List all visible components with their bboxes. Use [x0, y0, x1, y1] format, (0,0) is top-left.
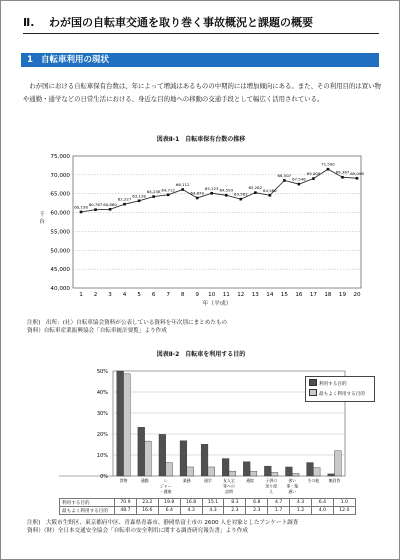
figure2-note-1: 注釈) 大阪市生野区、東京都府中区、青森県青森市、静岡県富士市の 2600 人を対象としたアンケート調査 [27, 520, 299, 526]
data-point [312, 177, 315, 180]
x-tick-label: 買物 [119, 478, 128, 483]
table-cell: 48.7 [115, 507, 137, 515]
legend-label-1: 利用する目的 [319, 382, 347, 387]
y-tick-label: 0% [100, 474, 108, 480]
data-point [167, 194, 170, 197]
subsection-number: 1 [27, 55, 33, 65]
x-tick-label: 無回答 [328, 478, 341, 483]
x-tick-label: 等への [223, 483, 235, 489]
legend-swatch-2 [309, 389, 317, 396]
data-label: 68,507 [277, 172, 292, 178]
table-cell: 2.3 [224, 507, 246, 515]
bar [145, 441, 152, 476]
subsection-title: 自転車利用の現状 [41, 55, 110, 65]
table-cell: 8.3 [224, 499, 246, 507]
y-tick-label: 50% [96, 369, 108, 375]
data-label: 66,112 [175, 182, 190, 188]
table-cell: 1.7 [268, 507, 290, 515]
x-tick-label: 訪問 [225, 489, 233, 494]
x-tick-label: その他 [307, 478, 320, 483]
legend-label-2: 最もよく利用する目的 [319, 392, 365, 397]
section-title: わが国の自転車交通を取り巻く事故概況と課題の概要 [49, 16, 313, 29]
table-cell: 16.8 [180, 499, 202, 507]
y-tick-label: 40% [96, 390, 108, 396]
x-tick-label: 12 [237, 292, 245, 298]
table-cell: 15.1 [202, 499, 224, 507]
table-cell: 4.3 [202, 507, 224, 515]
figure1-note-2: 資料）自転車産業振興協会「自転車統計要覧」より作成 [27, 328, 167, 334]
data-point [138, 199, 141, 202]
table-cell: 1.0 [333, 499, 355, 507]
bar [166, 463, 173, 476]
x-tick-label: ・健康 [159, 489, 172, 494]
x-tick-label: ジャー [159, 483, 172, 489]
data-point [327, 168, 330, 171]
data-label: 60,158 [74, 204, 88, 210]
figure1-note-1: 注釈) 出所：(社）自転車協会資料が公表している資料を年次別にまとめたもの [27, 320, 228, 326]
x-tick-label: 事・塾 [286, 483, 299, 489]
bar [243, 462, 250, 476]
data-label: 71,500 [321, 161, 335, 167]
x-tick-label: 16 [295, 292, 303, 298]
data-label: 60,860 [103, 201, 117, 207]
figure2-title: 図表Ⅱ-2 自転車を利用する目的 [156, 351, 246, 358]
data-label: 64,593 [219, 187, 234, 193]
y-tick-label: 60,000 [50, 210, 70, 217]
y-tick-label: 40,000 [50, 286, 70, 292]
data-label: 69,009 [306, 171, 321, 177]
data-point [94, 208, 97, 211]
bar [208, 467, 215, 476]
table-cell: 6.4 [312, 499, 334, 507]
data-point [254, 191, 257, 194]
bar [286, 467, 293, 476]
bar [222, 459, 229, 476]
table-row [60, 507, 356, 515]
bar [334, 451, 341, 476]
x-tick-label: 7 [166, 292, 170, 298]
x-tick-label: 通勤 [140, 478, 149, 483]
bar [264, 466, 271, 476]
data-point [341, 176, 344, 179]
table-cell: 4.3 [290, 499, 312, 507]
body-text [23, 80, 381, 106]
data-point [123, 203, 126, 206]
x-tick-label: 習い [288, 478, 297, 483]
table-row [60, 499, 356, 507]
x-tick-label: 通学 [204, 478, 212, 483]
x-tick-label: 4 [122, 292, 127, 298]
y-tick-label: 55,000 [50, 229, 70, 236]
x-tick-label: 13 [251, 292, 259, 298]
figure1-title: 図表Ⅱ-1 自転車保有台数の推移 [156, 136, 246, 143]
y-tick-label: 20% [96, 432, 108, 438]
data-label: 62,227 [117, 196, 132, 202]
data-label: 60,767 [88, 202, 103, 208]
bar [292, 473, 299, 476]
table-row-label: 利用する目的 [60, 499, 115, 507]
data-point [283, 179, 286, 182]
x-tick-label: 15 [280, 292, 288, 298]
bar [328, 474, 335, 476]
x-tick-label: 14 [266, 292, 274, 298]
legend-item-1 [309, 379, 371, 389]
y-tick-label: 30% [96, 411, 108, 417]
data-label: 64,580 [263, 187, 277, 193]
table-cell: 19.8 [158, 499, 180, 507]
x-tick-label: 9 [195, 292, 199, 298]
x-axis-title: 年（平成） [202, 301, 232, 307]
data-point [269, 194, 272, 197]
bar [124, 374, 131, 476]
bar [138, 427, 145, 476]
line-chart [1, 143, 400, 323]
data-point [239, 198, 242, 201]
bar [271, 472, 278, 476]
bar [307, 463, 314, 476]
x-tick-label: 8 [180, 292, 185, 298]
x-tick-label: 通院 [246, 478, 254, 483]
x-tick-label: 友人宅 [223, 478, 235, 483]
x-tick-label: 送り迎 [265, 483, 278, 489]
data-label: 69,098 [350, 170, 364, 176]
bar [250, 471, 257, 476]
data-label: 64,238 [146, 189, 161, 195]
y-tick-label: 10% [96, 453, 108, 459]
table-cell: 4.0 [312, 507, 334, 515]
x-tick-label: 10 [208, 292, 216, 298]
x-tick-label: 5 [137, 292, 141, 298]
figure1-notes [27, 319, 227, 335]
x-tick-label: 6 [151, 292, 156, 298]
data-table [59, 498, 356, 515]
body-paragraph: わが国における自転車保有台数は、年によって増減はあるものの中期的には増加傾向にある。また、その利用目的は買い物や通勤・通学などの日常生活における、身近な目的地への移動の交通手段として幅広く活用されている。 [23, 82, 381, 103]
x-tick-label: え [269, 489, 274, 494]
data-label: 67,546 [292, 176, 306, 182]
data-label: 65,282 [248, 185, 263, 191]
legend-swatch-1 [309, 379, 317, 386]
y-axis-title: 台 [39, 219, 45, 225]
bar [313, 468, 320, 476]
table-cell: 1.2 [290, 507, 312, 515]
x-tick-label: 17 [309, 292, 317, 298]
y-tick-label: 75,000 [50, 154, 70, 160]
data-label: 63,561 [233, 191, 248, 197]
data-point [210, 192, 213, 195]
x-tick-label: 11 [222, 292, 230, 298]
subsection-bar [21, 53, 379, 67]
data-point [196, 197, 199, 200]
x-tick-label: 3 [108, 292, 112, 298]
table-cell: 2.3 [246, 507, 268, 515]
x-tick-label: 20 [353, 292, 361, 298]
bar [159, 434, 166, 476]
bar [187, 467, 194, 476]
x-tick-label: 子供の [265, 478, 278, 483]
table-cell: 16.6 [136, 507, 158, 515]
table-cell: 70.9 [115, 499, 137, 507]
bar [229, 471, 236, 476]
figure2-notes [27, 519, 298, 535]
data-point [109, 208, 112, 211]
data-label: 63,870 [190, 190, 205, 196]
data-point [80, 211, 83, 214]
x-tick-label: 19 [338, 292, 347, 298]
data-point [298, 183, 301, 186]
table-cell: 6.4 [158, 507, 180, 515]
section-number: Ⅱ. [23, 16, 35, 29]
data-label: 69,367 [335, 169, 350, 175]
data-label: 64,712 [161, 187, 175, 193]
y-tick-label: 45,000 [50, 267, 70, 274]
y-axis-title: 千 [39, 212, 45, 218]
data-point [225, 194, 228, 197]
table-cell: 12.0 [333, 507, 355, 515]
figure2-note-2: 資料）（財）全日本交通安全協会「自転車の安全利用に関する調査研究報告書」より作成 [27, 528, 248, 534]
y-tick-label: 65,000 [50, 191, 70, 198]
x-tick-label: 18 [324, 292, 332, 298]
x-tick-label: 2 [93, 292, 98, 298]
y-tick-label: 50,000 [50, 248, 70, 255]
section-heading [23, 14, 379, 34]
y-tick-label: 70,000 [50, 172, 70, 179]
data-point [356, 177, 359, 180]
bar-legend [305, 376, 375, 402]
table-cell: 4.3 [180, 507, 202, 515]
bar [180, 441, 187, 476]
bar [117, 371, 124, 476]
table-cell: 6.8 [246, 499, 268, 507]
x-tick-label: 通い [288, 489, 297, 494]
x-tick-label: レ [163, 478, 168, 483]
table-row-label: 最もよく利用する目的 [60, 507, 115, 515]
data-point [181, 188, 184, 191]
legend-item-2 [309, 389, 371, 399]
table-cell: 23.2 [136, 499, 158, 507]
data-label: 65,123 [204, 185, 219, 191]
data-point [152, 195, 155, 198]
data-label: 63,128 [132, 193, 146, 199]
bar [201, 444, 208, 476]
x-tick-label: 業務 [182, 478, 191, 483]
table-cell: 4.7 [268, 499, 290, 507]
x-tick-label: 1 [79, 292, 83, 298]
